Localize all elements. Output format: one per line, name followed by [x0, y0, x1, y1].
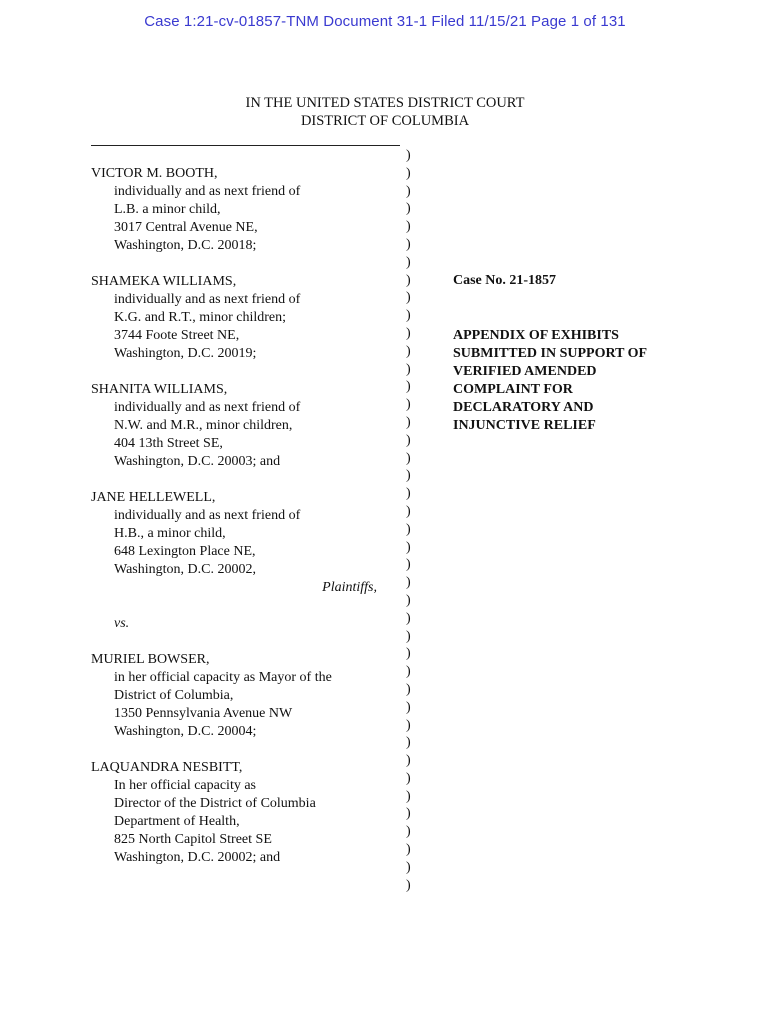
party-name: MURIEL BOWSER, [91, 652, 210, 667]
party-detail: 648 Lexington Place NE, [114, 544, 256, 559]
party-name: LAQUANDRA NESBITT, [91, 760, 243, 775]
party-detail: 3744 Foote Street NE, [114, 328, 240, 343]
party-detail: Director of the District of Columbia [114, 796, 316, 811]
party-detail: K.G. and R.T., minor children; [114, 310, 286, 325]
party-detail: in her official capacity as Mayor of the [114, 670, 332, 685]
defendant-entry [91, 651, 401, 741]
party-detail: Washington, D.C. 20004; [114, 724, 257, 739]
party-name: SHANITA WILLIAMS, [91, 382, 228, 397]
plaintiff-entry [91, 165, 401, 255]
party-detail: Washington, D.C. 20003; and [114, 454, 281, 469]
court-name: IN THE UNITED STATES DISTRICT COURT [245, 95, 525, 111]
court-filing-stamp: Case 1:21-cv-01857-TNM Document 31-1 Filed 11/15/21 Page 1 of 131 [144, 13, 626, 30]
defendant-entry [91, 759, 401, 867]
party-detail: Washington, D.C. 20019; [114, 346, 257, 361]
party-detail: Washington, D.C. 20002, [114, 562, 256, 577]
party-detail: individually and as next friend of [114, 292, 301, 307]
party-detail: H.B., a minor child, [114, 526, 226, 541]
caption-paren-column: ) ) ) ) ) ) ) ) ) ) ) ) ) ) ) ) ) ) ) ) ) ) ) ) ) ) ) ) ) ) ) ) ) ) ) ) ) ) ) ) ) ) [406, 148, 411, 893]
party-detail: 404 13th Street SE, [114, 436, 223, 451]
party-name: VICTOR M. BOOTH, [91, 166, 218, 181]
party-detail: District of Columbia, [114, 688, 234, 703]
party-detail: Department of Health, [114, 814, 240, 829]
party-name: JANE HELLEWELL, [91, 490, 216, 505]
court-caption [0, 94, 770, 130]
party-detail: individually and as next friend of [114, 400, 301, 415]
parties-block [91, 165, 401, 885]
case-number: Case No. 21-1857 [453, 273, 557, 288]
plaintiff-entry [91, 489, 401, 579]
party-name: SHAMEKA WILLIAMS, [91, 274, 237, 289]
plaintiff-entry [91, 381, 401, 471]
party-detail: In her official capacity as [114, 778, 257, 793]
party-detail: L.B. a minor child, [114, 202, 221, 217]
caption-divider [91, 145, 400, 146]
party-detail: N.W. and M.R., minor children, [114, 418, 293, 433]
party-detail: Washington, D.C. 20018; [114, 238, 257, 253]
court-district: DISTRICT OF COLUMBIA [300, 113, 470, 129]
plaintiffs-label: Plaintiffs, [322, 580, 377, 595]
document-title: APPENDIX OF EXHIBITS SUBMITTED IN SUPPORT OF VERIFIED AMENDED COMPLAINT FOR DECLARATORY AND INJUNCTIVE RELIEF [453, 328, 647, 433]
party-detail: individually and as next friend of [114, 508, 301, 523]
party-detail: 825 North Capitol Street SE [114, 832, 272, 847]
party-detail: 3017 Central Avenue NE, [114, 220, 258, 235]
plaintiff-entry [91, 273, 401, 363]
party-detail: 1350 Pennsylvania Avenue NW [114, 706, 293, 721]
party-detail: Washington, D.C. 20002; and [114, 850, 281, 865]
versus-label: vs. [114, 616, 130, 631]
party-detail: individually and as next friend of [114, 184, 301, 199]
